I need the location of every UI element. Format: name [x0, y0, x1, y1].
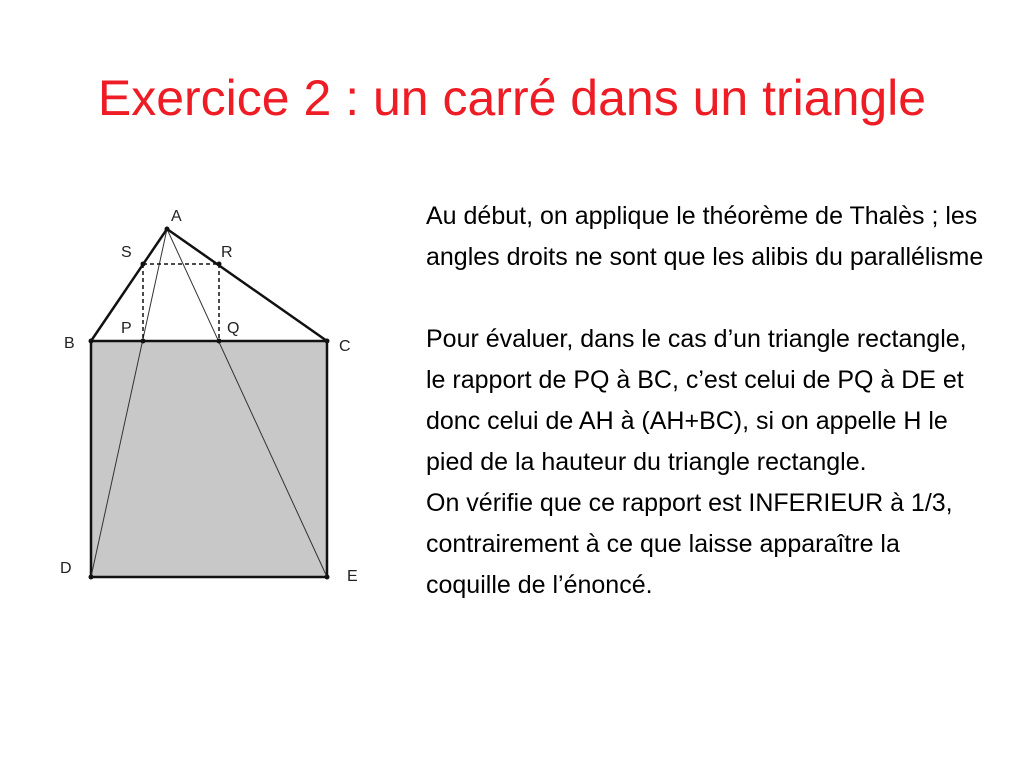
- paragraph-gap: [426, 278, 986, 319]
- label-c: C: [339, 338, 351, 355]
- square-bced: [91, 341, 327, 577]
- label-d: D: [60, 560, 72, 577]
- point-s: [141, 262, 146, 267]
- paragraph-ratio: Pour évaluer, dans le cas d’un triangle rectangle, le rapport de PQ à BC, c’est celui de PQ à DE et donc celui de AH à (AH+BC), si on appelle H le pied de la hauteur du triangle rectangle.: [426, 325, 967, 476]
- slide-title: Exercice 2 : un carré dans un triangle: [97, 70, 927, 126]
- label-a: A: [171, 208, 182, 225]
- point-q: [217, 339, 222, 344]
- side-ac: [167, 229, 327, 341]
- point-r: [217, 262, 222, 267]
- geometry-figure: [50, 200, 370, 600]
- point-c: [325, 339, 330, 344]
- geometry-diagram: [50, 200, 370, 600]
- label-r: R: [221, 244, 233, 261]
- label-b: B: [64, 335, 75, 352]
- point-b: [89, 339, 94, 344]
- paragraph-thales: Au début, on applique le théorème de Thalès ; les angles droits ne sont que les alibis du parallélisme: [426, 202, 984, 271]
- explanation-text: [426, 196, 986, 606]
- label-q: Q: [227, 320, 240, 337]
- point-a: [165, 227, 170, 232]
- label-s: S: [121, 244, 132, 261]
- label-e: E: [347, 568, 358, 585]
- point-e: [325, 575, 330, 580]
- paragraph-conclusion: On vérifie que ce rapport est INFERIEUR à 1/3, contrairement à ce que laisse apparaître la coquille de l’énoncé.: [426, 489, 953, 599]
- point-d: [89, 575, 94, 580]
- label-p: P: [121, 320, 132, 337]
- point-p: [141, 339, 146, 344]
